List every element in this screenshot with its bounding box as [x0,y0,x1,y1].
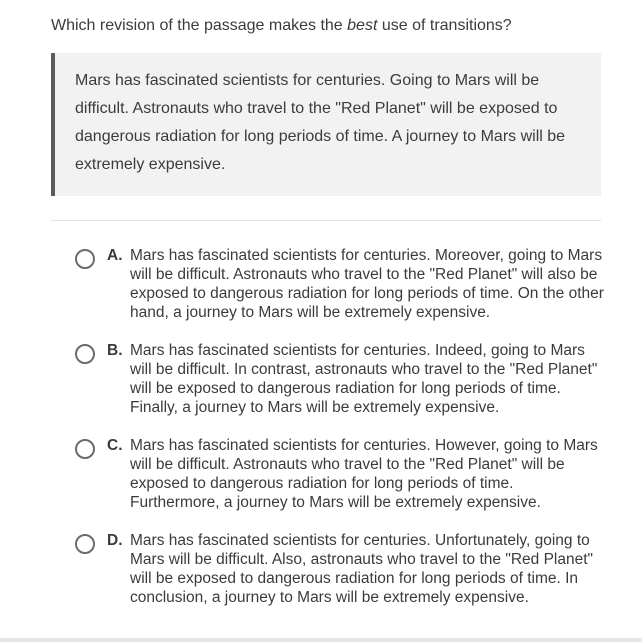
option-d[interactable] [51,531,601,626]
question-emphasis: best [347,17,378,34]
divider [51,220,601,221]
option-a-radio[interactable] [75,249,95,269]
question-prompt [51,15,512,37]
option-c[interactable] [51,436,601,531]
question-suffix: use of transitions? [377,17,512,34]
option-a-text: Mars has fascinated scientists for centuries. Moreover, going to Mars will be difficult. Astronauts who travel to the "Red Planet" will also be exposed to dangerous radiation for long periods of time. On the other hand, a journey to Mars will be extremely expensive. [130,247,604,321]
option-b[interactable] [51,341,601,436]
option-d-radio[interactable] [75,534,95,554]
option-b-text: Mars has fascinated scientists for centuries. Indeed, going to Mars will be difficult. In contrast, astronauts who travel to the "Red Planet" will be exposed to dangerous radiation for long periods of time. Finally, a journey to Mars will be extremely expensive. [130,342,598,416]
passage-block [51,53,601,196]
option-b-letter: B. [107,342,123,359]
answer-options [51,246,604,626]
option-c-text: Mars has fascinated scientists for centuries. However, going to Mars will be difficult. Astronauts who travel to the "Red Planet" will be exposed to dangerous radiation for long periods of time. Furthermore, a journey to Mars will be extremely expensive. [130,437,598,511]
passage-text: Mars has fascinated scientists for centuries. Going to Mars will be difficult. Astronauts who travel to the "Red Planet" will be exposed to dangerous radiation for long periods of time. A journey to Mars will be extremely expensive. [75,72,566,173]
option-c-letter: C. [107,437,123,454]
option-a-letter: A. [107,247,123,264]
question-prefix: Which revision of the passage makes the [51,17,348,34]
option-d-letter: D. [107,532,123,549]
option-d-text: Mars has fascinated scientists for centuries. Unfortunately, going to Mars will be difficult. Also, astronauts who travel to the "Red Planet" will be exposed to dangerous radiation for long periods of time. In conclusion, a journey to Mars will be extremely expensive. [130,532,594,606]
option-c-radio[interactable] [75,439,95,459]
option-a[interactable] [51,246,604,341]
bottom-edge [0,638,642,642]
option-b-radio[interactable] [75,344,95,364]
